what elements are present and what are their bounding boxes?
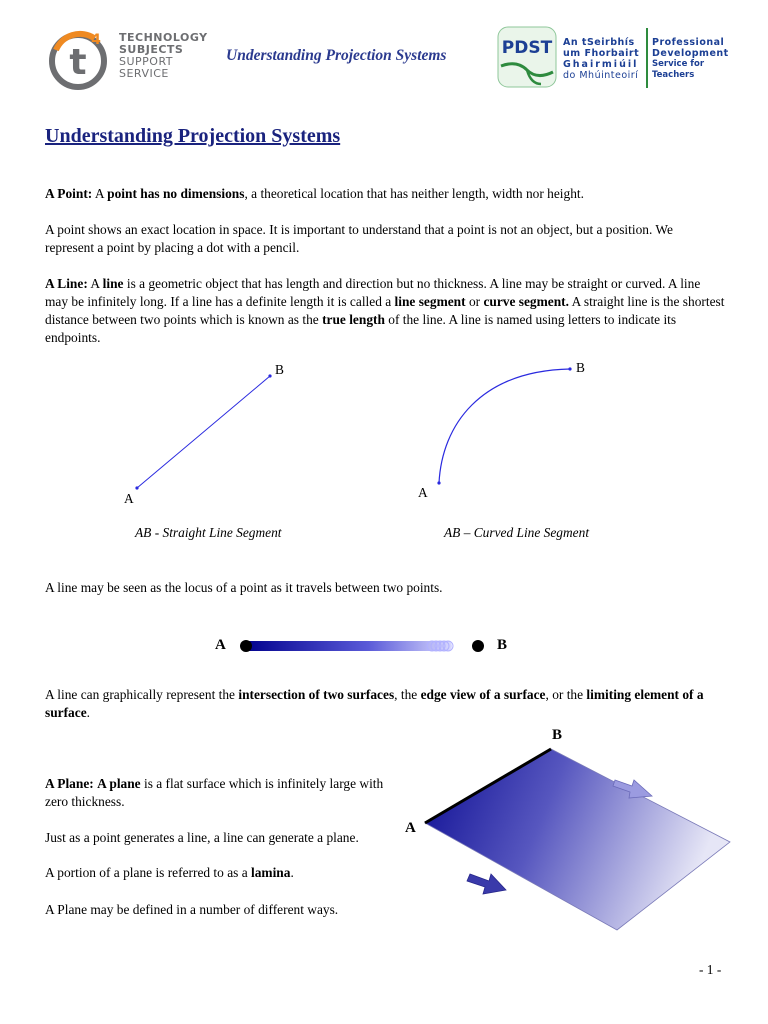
pdst-irish-line: do Mhúinteoirí [563,70,639,81]
rich-segment: lamina [251,865,291,880]
rich-segment: of the line. A line is named using letters to indicate its endpoints. [45,312,677,345]
rich-segment: A plane [97,776,141,791]
pdst-divider [646,28,648,88]
pdst-irish-line: An tSeirbhís [563,37,635,48]
plane-diagram [400,730,740,940]
locus-end-dot [472,640,484,652]
rich-segment: A Point: [45,186,93,201]
rich-segment: . [86,705,91,720]
locus-label-b: B [497,637,508,653]
rich-segment: limiting element of a surface [45,687,704,720]
point-a-dot [135,486,138,489]
rich-segment: A [87,276,103,291]
point-a-dot [437,481,440,484]
pdst-logo-text: PDST [501,38,553,58]
header-title: Understanding Projection Systems [226,47,447,64]
pdst-english-line: Professional [652,37,725,48]
plane-ways-text: A Plane may be defined in a number of different ways. [45,902,339,917]
plane-generation-text: Just as a point generates a line, a line can generate a plane. [45,830,359,845]
rich-segment: point has no dimensions [107,186,245,201]
rich-segment: line segment [394,294,466,309]
straight-label-b: B [275,362,284,377]
page-number: - 1 - [699,962,722,977]
rich-segment: , a theoretical location that has neither length, width nor height. [244,186,584,201]
pdst-english-line: Service for Teachers [652,59,705,80]
plane-definition [45,775,405,811]
rich-segment: intersection of two surfaces [238,687,395,702]
pdst-logo-mark [497,26,557,88]
curved-line-diagram [420,355,600,495]
rich-segment: A Line: [45,276,88,291]
tsss-logo-t: t [69,42,87,83]
pdst-irish-line: Ghairmiúil [563,59,639,70]
point-b-dot [268,374,271,377]
rich-segment: , the [394,687,421,702]
locus-start-dot [240,640,252,652]
rich-segment: . [290,865,294,880]
tsss-logo-line: SERVICE [119,67,169,80]
pdst-english-line: Development [652,48,729,59]
rich-segment: is a geometric object that has length and direction but no thickness. A line may be straight or curved. A line may be infinitely long. If a line has a definite length it is called a [45,276,701,309]
rich-segment: A portion of a plane is referred to as a [45,865,251,880]
tsss-logo-line: SUPPORT [119,55,174,68]
point-b-dot [568,367,571,370]
rich-segment: line [102,276,124,291]
rich-segment: or [465,294,484,309]
line-definition [45,275,725,347]
locus-text: A line may be seen as the locus of a point as it travels between two points. [45,580,443,595]
plane-label-b: B [552,727,563,743]
rich-segment: , or the [545,687,587,702]
pdst-logo [497,26,735,90]
rich-segment: is a flat surface which is infinitely large with zero thickness. [45,776,384,809]
rich-segment: edge view of a surface [420,687,546,702]
point-definition [45,185,725,203]
plane-label-a: A [405,820,416,836]
rich-segment: A line can graphically represent the [45,687,239,702]
locus-trail [242,641,452,651]
straight-label-a: A [124,491,134,506]
locus-label-a: A [215,637,226,653]
intersection-text [45,686,725,722]
locus-diagram [236,634,496,658]
rich-segment: curve segment. [483,294,569,309]
tsss-logo-line: SUBJECTS [119,43,184,56]
straight-caption: AB - Straight Line Segment [135,525,282,540]
curved-label-a: A [418,485,428,500]
rich-segment: true length [322,312,385,327]
straight-line-segment [137,376,270,488]
pdst-irish-line: um Fhorbairt [563,48,640,59]
document-title: Understanding Projection Systems [45,125,341,147]
tsss-logo-mark [48,28,112,92]
curved-line-segment [439,369,570,483]
curved-label-b: B [576,360,585,375]
rich-segment: A Plane: [45,776,94,791]
rich-segment: A straight line is the shortest distance between two points which is known as the [45,294,725,327]
plane-lamina [425,749,730,930]
tsss-logo [48,28,228,92]
tsss-logo-line: TECHNOLOGY [119,31,208,44]
lamina-text [45,864,405,882]
rich-segment: A [92,186,108,201]
point-explanation: A point shows an exact location in space. It is important to understand that a point is not an object, but a position. We represent a point by placing a dot with a pencil. [45,222,673,255]
curved-caption: AB – Curved Line Segment [444,525,590,540]
tsss-logo-superscript: 4 [91,32,101,48]
motion-arrow-lower [467,874,506,894]
